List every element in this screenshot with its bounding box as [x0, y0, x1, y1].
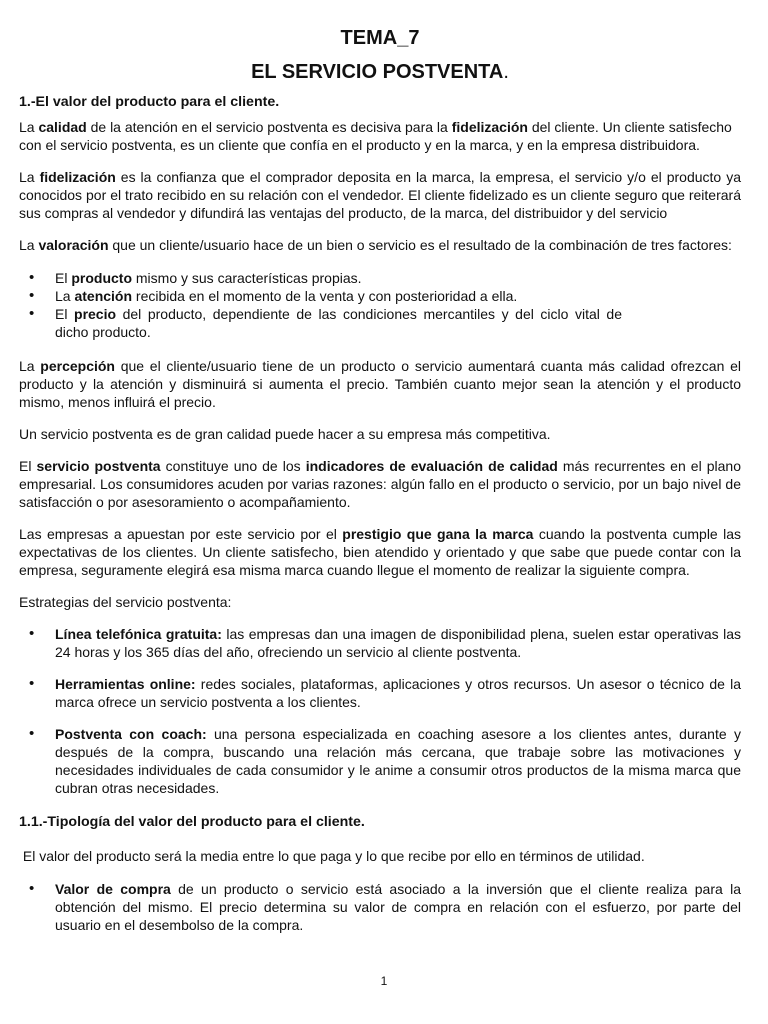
page-number: 1 — [380, 974, 388, 988]
paragraph-prestigio — [19, 525, 741, 579]
text-run: de un producto o servicio está asociado a la inversión que el cliente realiza para la obtención del mismo. El precio determina su valor de compra en relación con el esfuerzo, por parte del usuario en el desembolso de la compra. — [55, 881, 741, 933]
text-run: del cliente. Un cliente satisfecho con el servicio postventa, es un cliente que confía en el producto y en la marca, y en la empresa distribuidora. — [19, 119, 732, 153]
text-run: mismo y sus características propias. — [132, 270, 362, 286]
text-run: cuando la postventa cumple las expectativas de los clientes. Un cliente satisfecho, bien atendido y orientado y que sabe que puede contar con la empresa, seguramente elegirá esa misma marca cuando llegue el momento de realizar la siguiente compra. — [19, 526, 742, 578]
bold-term: atención — [74, 288, 133, 304]
text-run: La — [19, 237, 39, 253]
text-run: El — [55, 306, 75, 322]
bold-term: fidelización — [451, 119, 528, 135]
document-subtitle — [19, 60, 741, 84]
paragraph-estrategias: Estrategias del servicio postventa: — [19, 594, 232, 610]
subtitle-period: . — [503, 61, 509, 83]
text-run: La — [55, 288, 75, 304]
text-run: El — [55, 270, 72, 286]
paragraph-valoracion — [19, 236, 741, 254]
text-run: La — [19, 169, 40, 185]
bold-term: servicio postventa — [36, 458, 161, 474]
text-run: es la confianza que el comprador deposita en la marca, la empresa, el servicio y/o el producto ya conocidos por el trato recibido en su relación con el vendedor. El cliente fidelizado es un cliente seguro que reiterará sus compras al vendedor y difundirá las ventajas del producto, de la marca, del distribuidor y del servicio — [19, 169, 741, 221]
page-content — [19, 26, 741, 934]
bold-term: indicadores de evaluación de calidad — [305, 458, 558, 474]
paragraph-valor-producto: El valor del producto será la media entre lo que paga y lo que recibe por ello en términos de utilidad. — [19, 848, 645, 864]
value-types-list — [19, 880, 741, 934]
bold-term: prestigio que gana la marca — [342, 526, 534, 542]
bold-term: Herramientas online: — [55, 676, 196, 692]
paragraph-calidad — [19, 118, 741, 154]
list-item — [19, 287, 622, 305]
text-run: que el cliente/usuario tiene de un producto o servicio aumentará cuanta más calidad ofrezcan el producto y la atención y disminuirá si aumenta el precio. También cuanto mejor sean la atención y el producto mismo, menos influirá el precio. — [19, 358, 741, 410]
text-run: La — [19, 119, 39, 135]
list-item — [19, 305, 622, 341]
list-item — [19, 269, 622, 287]
paragraph-competitiva: Un servicio postventa es de gran calidad puede hacer a su empresa más competitiva. — [19, 426, 551, 442]
paragraph-percepcion — [19, 357, 741, 411]
paragraph-servicio-postventa — [19, 457, 741, 511]
bold-term: precio — [74, 306, 117, 322]
list-item — [19, 725, 741, 797]
bold-term: percepción — [40, 358, 115, 374]
text-run: de la atención en el servicio postventa es decisiva para la — [86, 119, 452, 135]
bold-term: Línea telefónica gratuita: — [55, 626, 222, 642]
bold-term: valoración — [38, 237, 109, 253]
bold-term: Valor de compra — [55, 881, 171, 897]
text-run: redes sociales, plataformas, aplicaciones y otros recursos. Un asesor o técnico de la marca ofrece un servicio postventa a los clientes. — [55, 676, 741, 710]
text-run: constituye uno de los — [160, 458, 306, 474]
list-item — [19, 675, 741, 711]
strategies-list — [19, 625, 741, 797]
bold-term: fidelización — [39, 169, 116, 185]
text-run: El — [19, 458, 37, 474]
text-run: las empresas dan una imagen de disponibilidad plena, suelen estar operativas las 24 horas y los 365 días del año, ofreciendo un servicio al cliente postventa. — [55, 626, 741, 660]
factors-list — [19, 269, 622, 341]
text-run: una persona especializada en coaching asesore a los clientes antes, durante y después de la compra, buscando una relación más cercana, que trabaje sobre las motivaciones y necesidades individuales de cada consumidor y le anime a consumir otros productos de la misma marca que cubran otras necesidades. — [55, 726, 742, 796]
bold-term: calidad — [38, 119, 87, 135]
text-run: recibida en el momento de la venta y con posterioridad a ella. — [132, 288, 518, 304]
text-run: La — [19, 358, 41, 374]
subtitle-text: EL SERVICIO POSTVENTA — [251, 61, 504, 83]
bold-term: Postventa con coach: — [55, 726, 207, 742]
bold-term: producto — [71, 270, 132, 286]
text-run: que un cliente/usuario hace de un bien o servicio es el resultado de la combinación de tres factores: — [108, 237, 732, 253]
section-heading-2: 1.1.-Tipología del valor del producto para el cliente. — [19, 814, 365, 830]
text-run: Las empresas a apuestan por este servicio por el — [19, 526, 343, 542]
list-item — [19, 880, 741, 934]
paragraph-fidelizacion — [19, 168, 741, 222]
text-run: del producto, dependiente de las condiciones mercantiles y del ciclo vital de dicho producto. — [55, 306, 622, 340]
document-title: TEMA_7 — [340, 27, 420, 49]
list-item — [19, 625, 741, 661]
text-run: más recurrentes en el plano empresarial. Los consumidores acuden por varias razones: algún fallo en el producto o servicio, por un bajo nivel de satisfacción o por asesoramiento o acompañamiento. — [19, 458, 742, 510]
section-heading-1: 1.-El valor del producto para el cliente. — [19, 94, 280, 110]
